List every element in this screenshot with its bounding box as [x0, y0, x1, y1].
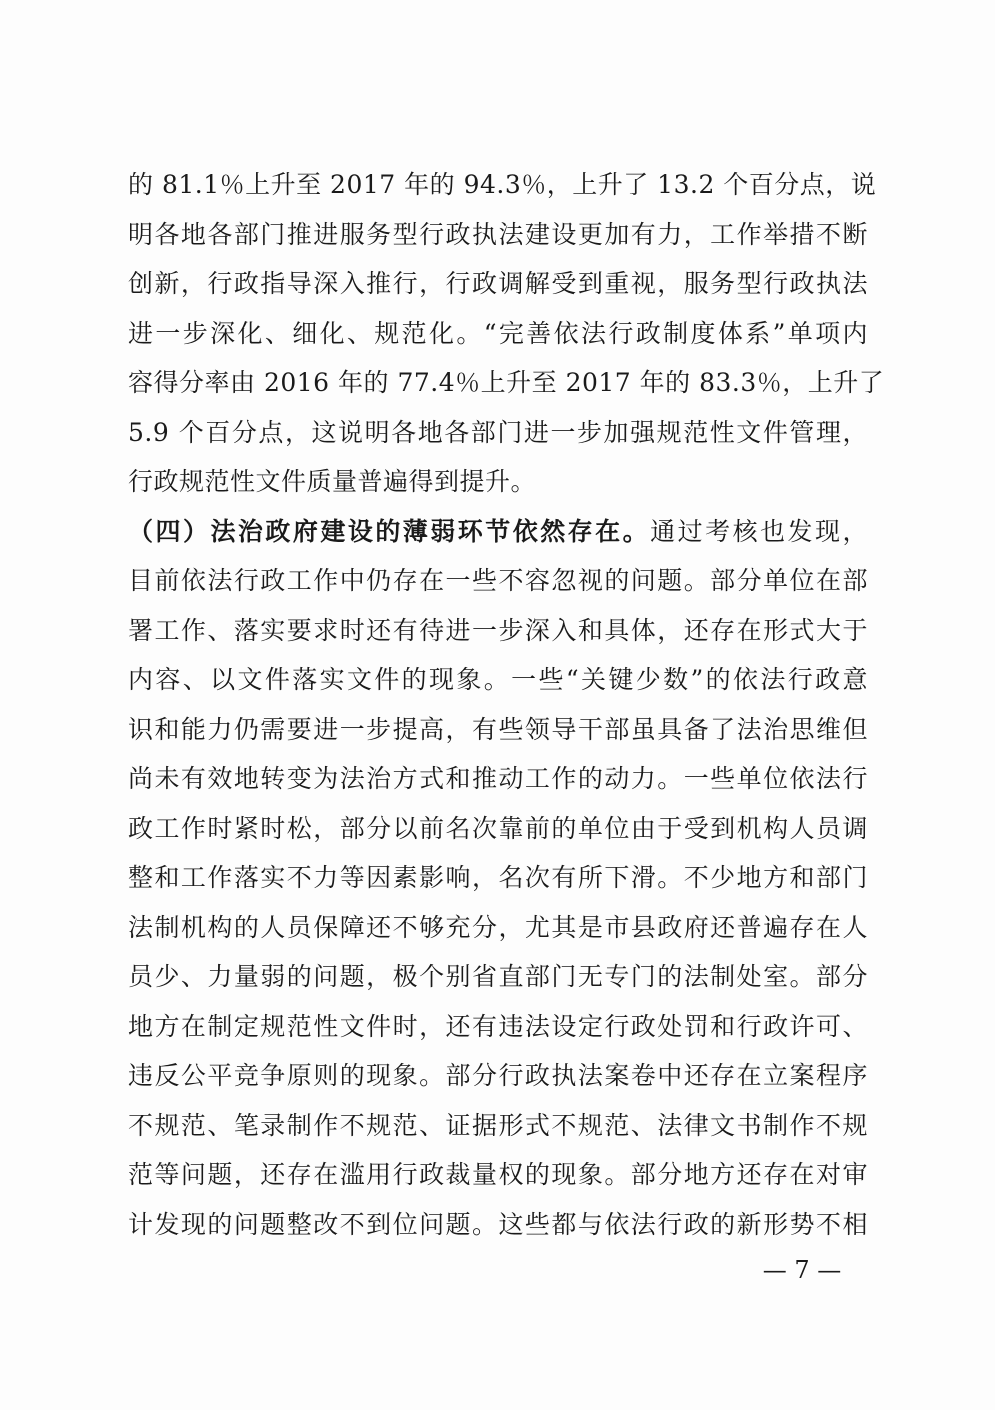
section-heading-line [128, 507, 868, 557]
paragraph-line: 政工作时紧时松，部分以前名次靠前的单位由于受到机构人员调 [128, 813, 868, 843]
paragraph-line: 不规范、笔录制作不规范、证据形式不规范、法律文书制作不规 [128, 1110, 868, 1140]
section-heading: （四）法治政府建设的薄弱环节依然存在。 [128, 516, 651, 546]
paragraph-line: 整和工作落实不力等因素影响，名次有所下滑。不少地方和部门 [128, 863, 868, 892]
page-number: — 7 — [762, 1256, 842, 1284]
paragraph-line: 创新，行政指导深入推行，行政调解受到重视，服务型行政执法 [128, 269, 868, 298]
paragraph-line: 署工作、落实要求时还有待进一步深入和具体，还存在形式大于 [128, 615, 868, 645]
paragraph-line: 明各地各部门推进服务型行政执法建设更加有力，工作举措不断 [128, 219, 868, 249]
paragraph-line: 5.9 个百分点，这说明各地各部门进一步加强规范性文件管理， [128, 417, 868, 447]
paragraph-line: 目前依法行政工作中仍存在一些不容忽视的问题。部分单位在部 [128, 566, 868, 595]
section-heading-continuation: 通过考核也发现， [650, 516, 868, 546]
paragraph-line: 员少、力量弱的问题，极个别省直部门无专门的法制处室。部分 [128, 962, 868, 991]
paragraph-line: 法制机构的人员保障还不够充分，尤其是市县政府还普遍存在人 [128, 912, 868, 942]
body-text [128, 160, 885, 1249]
paragraph-line: 内容、以文件落实文件的现象。一些“关键少数”的依法行政意 [128, 665, 868, 694]
paragraph-line: 进一步深化、细化、规范化。“完善依法行政制度体系”单项内 [128, 318, 868, 348]
paragraph-line: 的 81.1％上升至 2017 年的 94.3％，上升了 13.2 个百分点，说 [128, 170, 877, 199]
paragraph-line: 地方在制定规范性文件时，还有违法设定行政处罚和行政许可、 [128, 1011, 868, 1041]
paragraph-line: 识和能力仍需要进一步提高，有些领导干部虽具备了法治思维但 [128, 714, 868, 744]
paragraph-line: 行政规范性文件质量普遍得到提升。 [128, 467, 537, 496]
paragraph-line: 容得分率由 2016 年的 77.4％上升至 2017 年的 83.3％，上升了 [128, 368, 885, 397]
paragraph-line: 范等问题，还存在滥用行政裁量权的现象。部分地方还存在对审 [128, 1160, 868, 1189]
paragraph-line: 计发现的问题整改不到位问题。这些都与依法行政的新形势不相 [128, 1209, 868, 1239]
paragraph-line: 违反公平竞争原则的现象。部分行政执法案卷中还存在立案程序 [128, 1061, 868, 1090]
paragraph-line: 尚未有效地转变为法治方式和推动工作的动力。一些单位依法行 [128, 764, 868, 793]
